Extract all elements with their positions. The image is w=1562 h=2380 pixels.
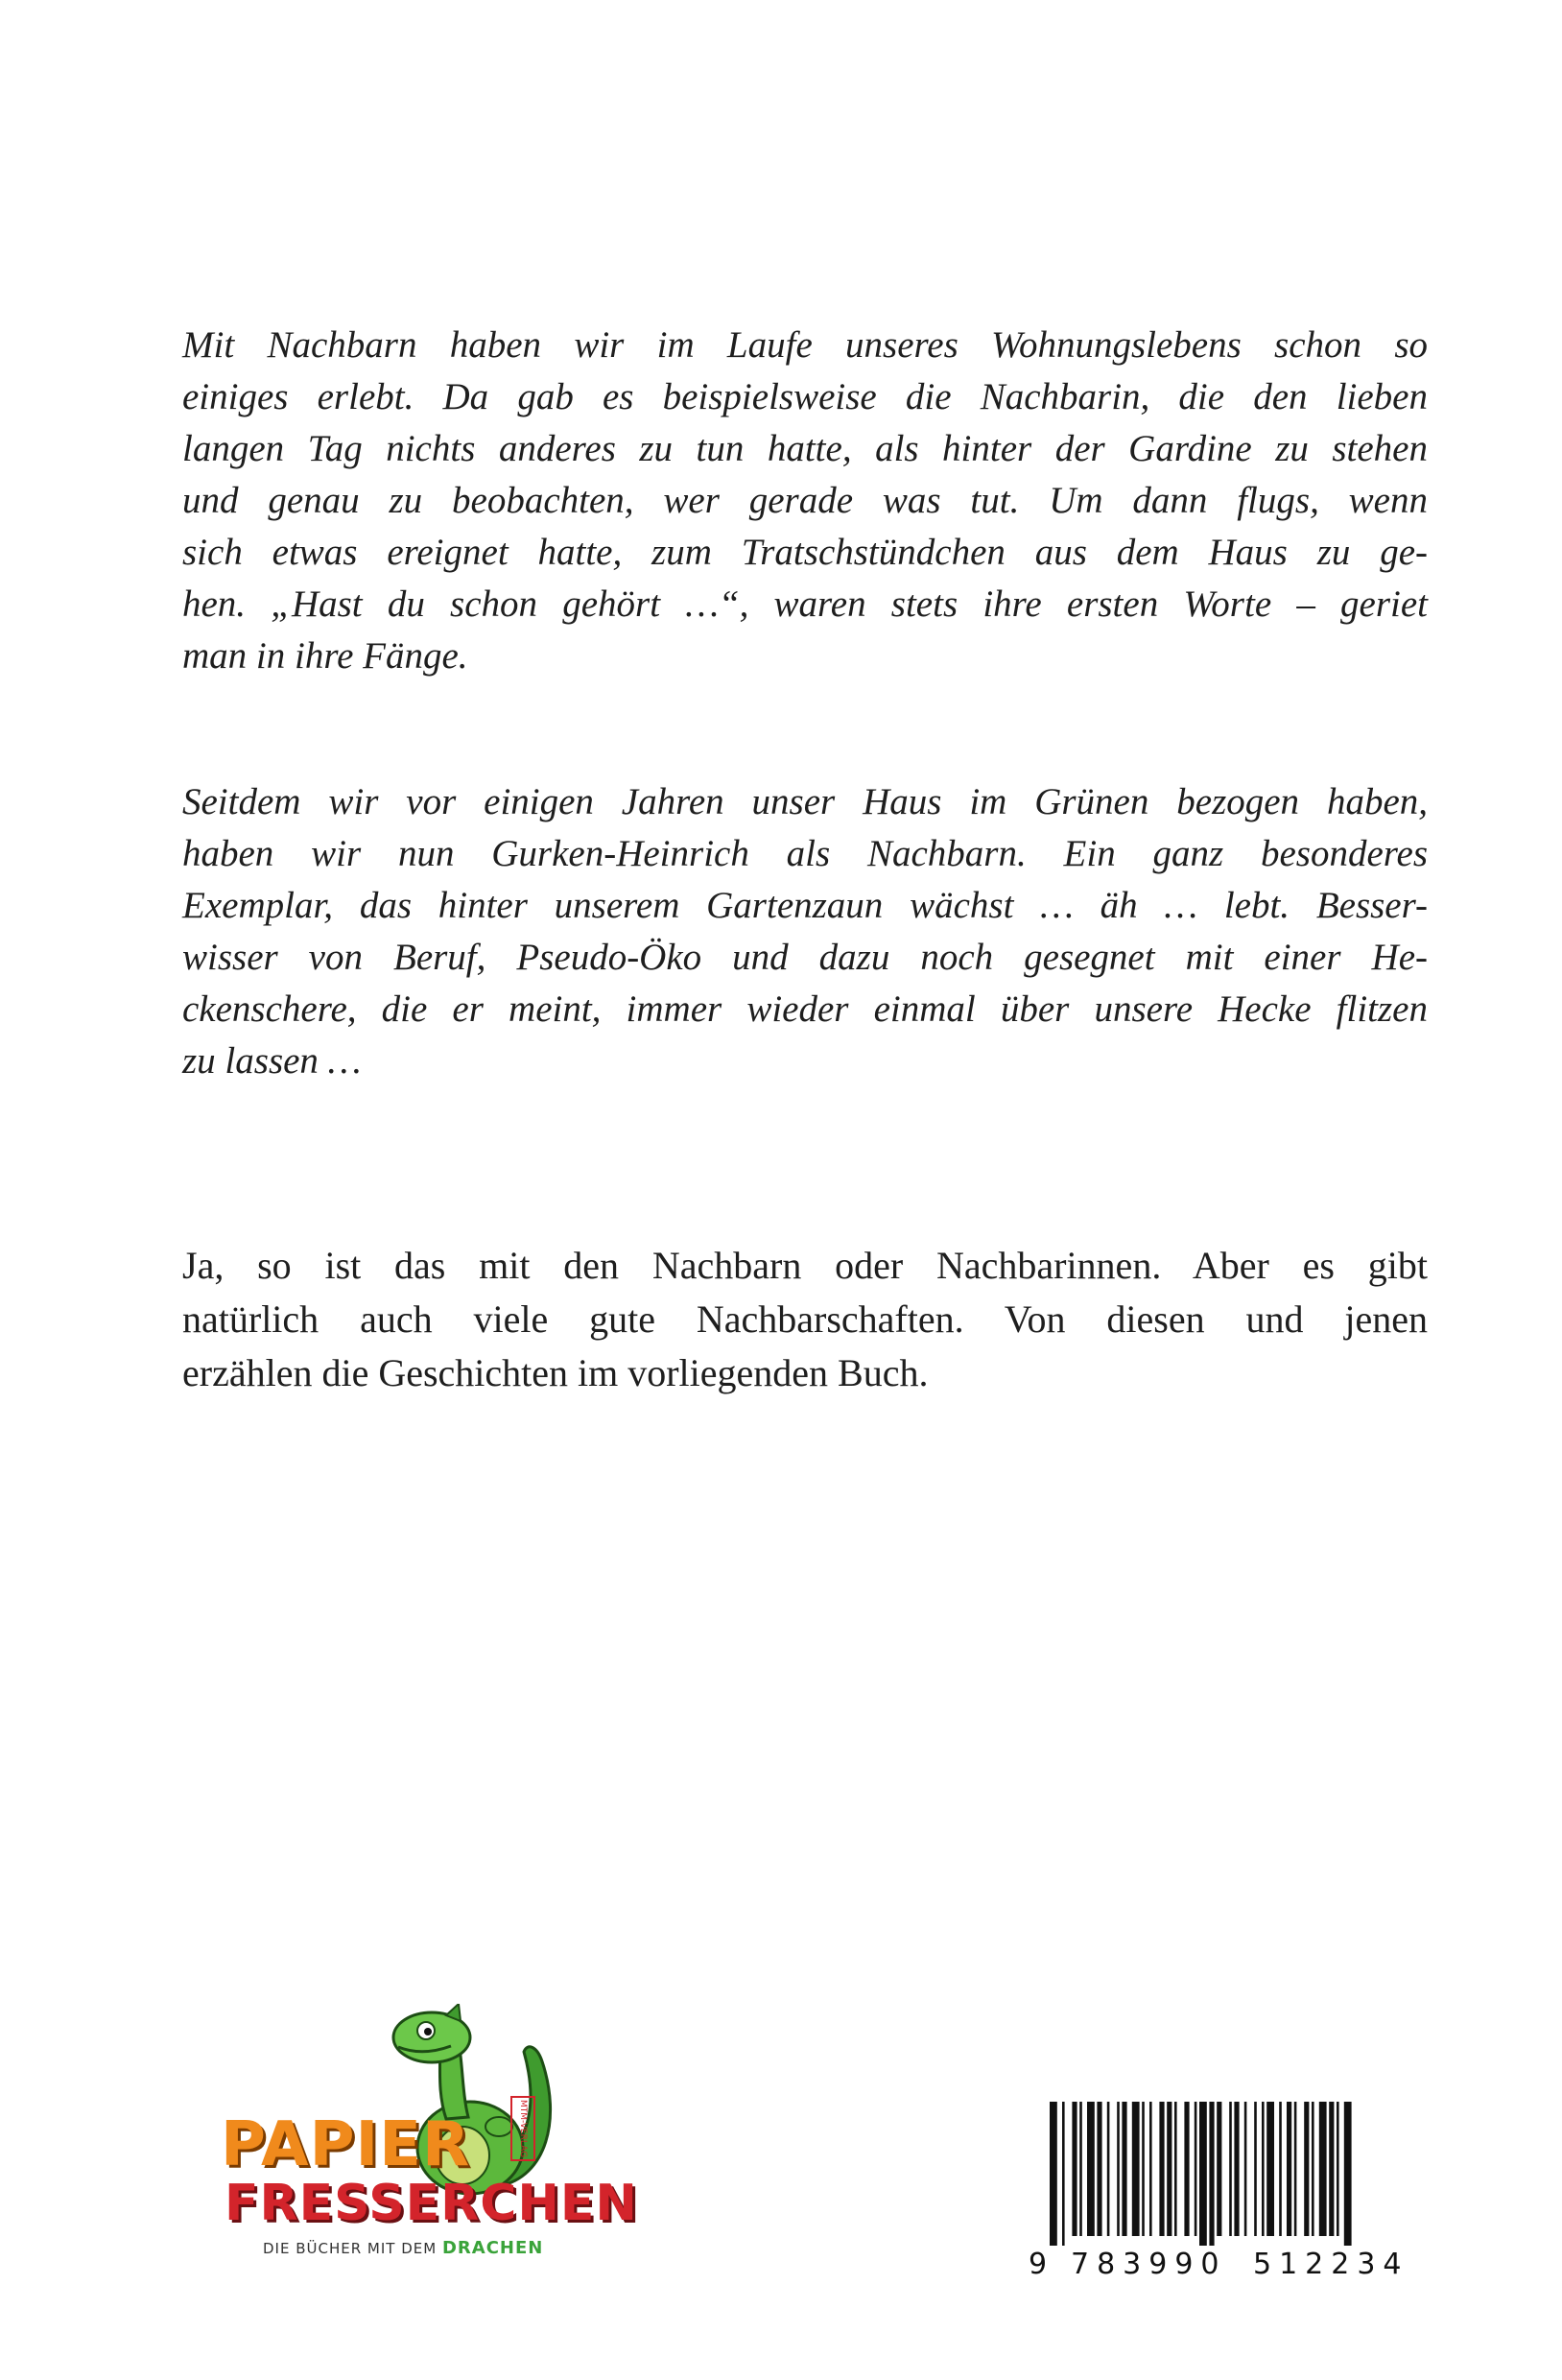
barcode-bar: [1262, 2102, 1265, 2236]
barcode-bar: [1244, 2102, 1247, 2236]
text-line: einiges erlebt. Da gab es beispielsweise die Nachbarin, die den lieben: [182, 376, 1428, 417]
text-line: erzählen die Geschichten im vorliegenden Buch.: [182, 1351, 929, 1394]
text-line: langen Tag nichts anderes zu tun hatte, als hinter der Gardine zu stehen: [182, 428, 1428, 469]
barcode-bar: [1062, 2102, 1065, 2246]
barcode-bar: [1319, 2102, 1327, 2236]
barcode-bar: [1312, 2102, 1314, 2236]
barcode-bar: [1266, 2102, 1274, 2236]
barcode-bar: [1050, 2102, 1057, 2246]
text-line: sich etwas ereignet hatte, zum Tratschstündchen aus dem Haus zu ge-: [182, 532, 1428, 573]
text-line: zu lassen …: [182, 1040, 362, 1082]
blurb-paragraph-1: [182, 320, 1428, 682]
barcode-bar: [1159, 2102, 1164, 2236]
barcode-bar: [1107, 2102, 1110, 2236]
text-line: ckenschere, die er meint, immer wieder einmal über unsere Hecke flitzen: [182, 988, 1428, 1030]
barcode-bar: [1149, 2102, 1152, 2236]
isbn-barcode: [1029, 2102, 1432, 2284]
blurb-paragraph-3: [182, 1239, 1428, 1400]
tagline-prefix: DIE BÜCHER MIT DEM: [263, 2240, 438, 2257]
isbn-group-1: 783990: [1071, 2248, 1227, 2281]
barcode-bar: [1167, 2102, 1172, 2236]
text-line: Mit Nachbarn haben wir im Laufe unseres Wohnungslebens schon so: [182, 324, 1428, 366]
barcode-bar: [1142, 2102, 1145, 2236]
text-line: Ja, so ist das mit den Nachbarn oder Nachbarinnen. Aber es gibt: [182, 1244, 1428, 1287]
text-line: man in ihre Fänge.: [182, 635, 468, 677]
barcode-bar: [1344, 2102, 1352, 2246]
text-line: und genau zu beobachten, wer gerade was tut. Um dann flugs, wenn: [182, 480, 1428, 521]
barcode-bar: [1217, 2102, 1221, 2236]
text-line: Seitdem wir vor einigen Jahren unser Haus im Grünen bezogen haben,: [182, 781, 1428, 822]
blurb-paragraph-2: [182, 776, 1428, 1087]
tagline-highlight: DRACHEN: [441, 2238, 544, 2258]
barcode-bar: [1337, 2102, 1339, 2236]
barcode-bar: [1234, 2102, 1239, 2236]
barcode-bar: [1184, 2102, 1189, 2236]
barcode-bar: [1117, 2102, 1120, 2236]
barcode-bar: [1254, 2102, 1257, 2236]
logo-text-papier: PAPIER: [221, 2109, 471, 2180]
barcode-bar: [1174, 2102, 1177, 2236]
barcode-bar: [1229, 2102, 1232, 2236]
barcode-bar: [1079, 2102, 1082, 2236]
barcode-bar: [1209, 2102, 1214, 2246]
barcode-bar: [1195, 2102, 1197, 2236]
barcode-bar: [1087, 2102, 1095, 2236]
barcode-bar: [1287, 2102, 1291, 2236]
barcode-bar: [1329, 2102, 1334, 2236]
barcode-bar: [1294, 2102, 1297, 2236]
isbn-group-2: 512234: [1253, 2248, 1409, 2281]
text-line: Exemplar, das hinter unserem Gartenzaun wächst … äh … lebt. Besser-: [182, 885, 1428, 926]
logo-tagline: [263, 2238, 543, 2258]
text-line: natürlich auch viele gute Nachbarschaften. Von diesen und jenen: [182, 1297, 1428, 1341]
text-line: haben wir nun Gurken-Heinrich als Nachbarn. Ein ganz besonderes: [182, 833, 1428, 874]
text-line: wisser von Beruf, Pseudo-Öko und dazu noch gesegnet mit einer He-: [182, 937, 1428, 978]
barcode-bar: [1304, 2102, 1309, 2236]
barcode-bar: [1132, 2102, 1140, 2236]
logo-text-fresserchen: FRESSERCHEN: [225, 2175, 638, 2232]
text-line: hen. „Hast du schon gehört …“, waren stets ihre ersten Worte – geriet: [182, 583, 1428, 625]
barcode-bar: [1279, 2102, 1282, 2236]
publisher-stamp: MTM-VERLAG: [510, 2096, 535, 2161]
barcode-bar: [1199, 2102, 1207, 2246]
barcode-bar: [1122, 2102, 1126, 2236]
barcode-bar: [1072, 2102, 1077, 2236]
isbn-first-digit: 9: [1029, 2248, 1048, 2281]
barcode-bar: [1097, 2102, 1101, 2236]
publisher-logo: [221, 2004, 638, 2263]
barcode-bars-icon: [1029, 2102, 1432, 2246]
